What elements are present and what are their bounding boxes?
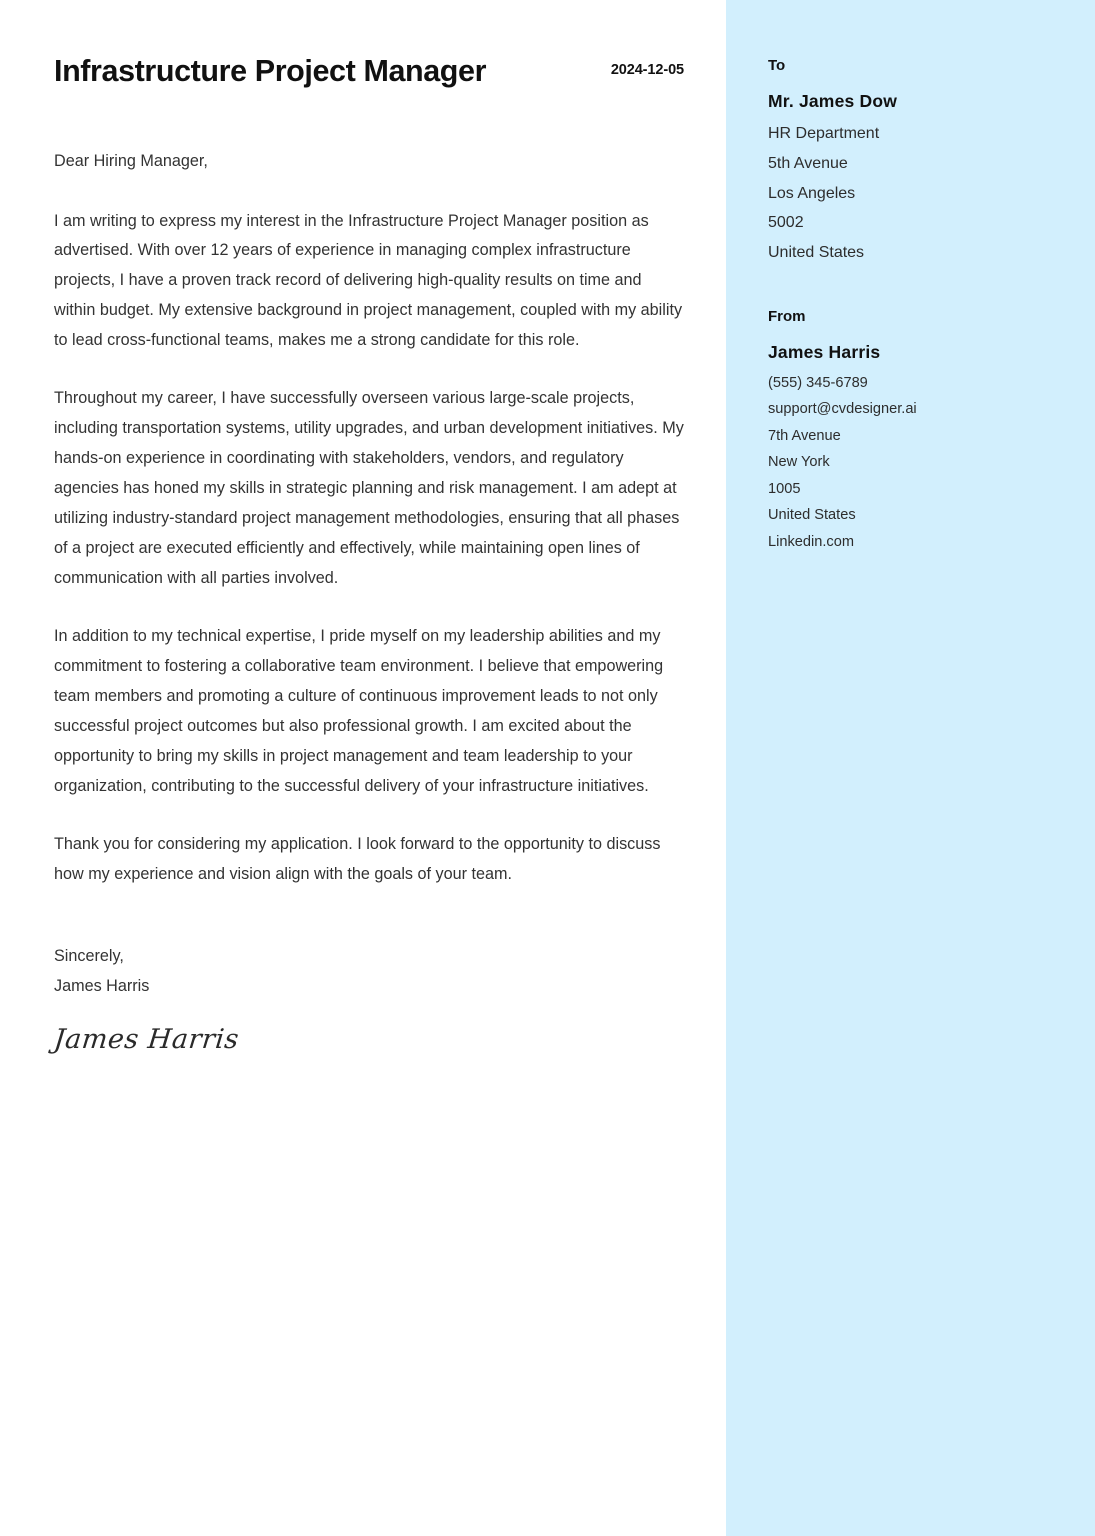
- letter-date: 2024-12-05: [610, 62, 684, 78]
- recipient-line: United States: [768, 244, 865, 261]
- sender-line: United States: [768, 507, 856, 524]
- sender-line: 1005: [768, 480, 801, 497]
- body-paragraph-3: In addition to my technical expertise, I pride myself on my leadership abilities and my commitment to fostering a collaborative team environment. I believe that empowering team members and promoting a culture of continuous improvement leads to not only successful project outcomes but also professional growth. I am excited about the opportunity to bring my skills in project management and team leadership to your organization, contributing to the successful delivery of your infrastructure initiatives.: [54, 627, 664, 795]
- recipient-block: [768, 57, 1067, 268]
- closing-block: [54, 942, 684, 1055]
- closing-salutation: Sincerely,: [54, 946, 124, 965]
- signature: James Harris: [52, 1023, 241, 1055]
- from-heading: From: [768, 307, 806, 325]
- salutation: Dear Hiring Manager,: [54, 151, 208, 170]
- recipient-line: Los Angeles: [768, 184, 856, 202]
- to-heading: To: [768, 57, 786, 74]
- sender-linkedin[interactable]: Linkedin.com: [768, 534, 854, 551]
- sender-name-sidebar: James Harris: [768, 341, 881, 362]
- body-paragraph-2: Throughout my career, I have successfully overseen various large-scale projects, including transportation systems, utility upgrades, and urban development initiatives. My hands-on experience in coordinating with stakeholders, vendors, and regulatory agencies has honed my skills in strategic planning and risk management. I am adept at utilizing industry-standard project management methodologies, ensuring that all phases of a project are executed efficiently and effectively, while maintaining open lines of communication with all parties involved.: [54, 389, 684, 588]
- sender-email[interactable]: support@cvdesigner.ai: [768, 401, 917, 418]
- body-paragraph-1: I am writing to express my interest in the Infrastructure Project Manager position as advertised. With over 12 years of experience in managing complex infrastructure projects, I have a proven track record of delivering high-quality results on time and within budget. My extensive background in project management, coupled with my ability to lead cross-functional teams, makes me a strong candidate for this role.: [54, 211, 683, 350]
- recipient-line: 5002: [768, 214, 804, 232]
- recipient-name: Mr. James Dow: [768, 91, 898, 111]
- sender-block: [768, 308, 1067, 556]
- sender-line: New York: [768, 454, 830, 471]
- sender-phone: (555) 345-6789: [768, 374, 868, 391]
- recipient-line: 5th Avenue: [768, 154, 848, 172]
- sender-line: 7th Avenue: [768, 427, 841, 444]
- body-paragraph-4: Thank you for considering my application. I look forward to the opportunity to discuss how my experience and vision align with the goals of your team.: [54, 834, 661, 883]
- contact-sidebar: [726, 0, 1095, 1536]
- letter-header: [54, 55, 684, 89]
- sender-name: James Harris: [54, 976, 150, 995]
- page-title: Infrastructure Project Manager: [54, 54, 487, 88]
- recipient-line: HR Department: [768, 125, 880, 142]
